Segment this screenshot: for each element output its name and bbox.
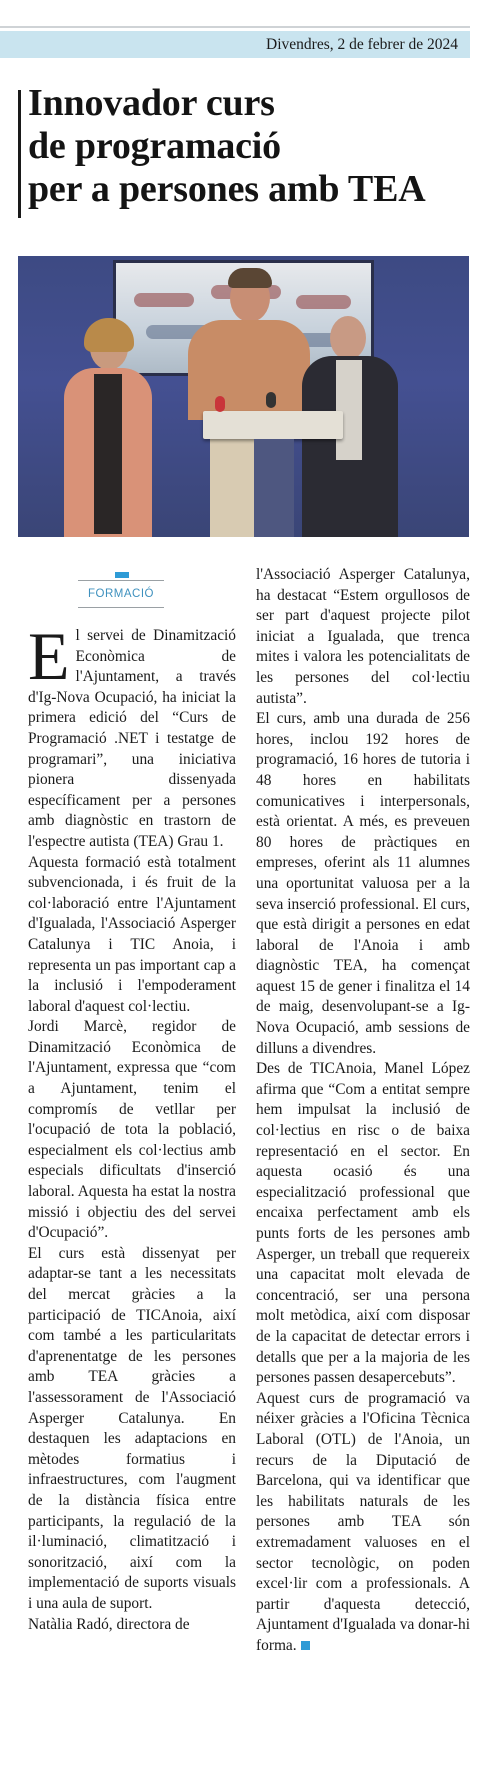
microphone [266, 392, 276, 408]
section-tag [78, 580, 164, 608]
paragraph: El curs està dissenyat per adaptar-se tant a les necessitats del mercat gràcies a la participació de TICAnoia, així com també a les particularitats d'aprenentatge de les persones amb TEA gràcies a l'assessorament de l'Associació Asperger Catalunya. En destaquen les adaptacions en mètodes formatius i infraestructures, com l'augment de la distància física entre participants, la regulació de la il·luminació, climatització i sonorització, així com la implementació de suports visuals i una aula de suport. [28, 1244, 236, 1612]
podium [203, 411, 343, 439]
microphone [215, 396, 225, 412]
article-column-left [28, 618, 236, 1635]
headline-line-2: de programació [28, 125, 281, 167]
paragraph: El servei de Dinamització Econòmica de l'Ajuntament, a través d'Ig-Nova Ocupació, ha iniciat la primera edició del “Curs de Programació .NET i testatge de programari”, una iniciativa pionera dissenyada específicament per a persones amb diagnòstic en trastorn de l'espectre autista (TEA) Grau 1. [28, 618, 236, 850]
headline-rule [18, 90, 21, 218]
section-label: FORMACIÓ [88, 588, 154, 600]
paragraph: Jordi Marcè, regidor de Dinamització Econòmica de l'Ajuntament, expressa que “com a Ajuntament, tenim el compromís de vetllar per l'ocupació de tota la població, especialment els col·lectius amb especials dificultats d'inserció laboral. Aquesta ha estat la nostra missió i objectiu des del servei d'Ocupació”. [28, 1018, 236, 1242]
paragraph: Aquesta formació està totalment subvencionada, i és fruit de la col·laboració entre l'Ajuntament d'Igualada, l'Associació Asperger Catalunya i TIC Anoia, i representa un pas important cap a la inclusió i l'empoderament laboral d'aquest col·lectiu. [28, 853, 236, 1015]
headline [28, 82, 468, 211]
paragraph: Natàlia Radó, directora de [28, 1615, 190, 1633]
article-photo [18, 256, 469, 537]
top-rule [0, 26, 470, 28]
paragraph: Aquest curs de programació va néixer gràcies a l'Oficina Tècnica Laboral (OTL) de l'Anoia, un recurs de la Diputació de Barcelona, qui va identificar que les habilitats naturals de les persones amb TEA són extremadament valuoses en el sector tecnològic, on poden excel·lir com a professionals. A partir d'aquesta detecció, Ajuntament d'Igualada va donar-hi forma. [256, 1389, 471, 1654]
end-of-article-mark [301, 1641, 310, 1650]
paragraph: l'Associació Asperger Catalunya, ha destacat “Estem orgullosos de ser part d'aquest projecte pilot iniciat a Igualada, que trenca mites i valora les potencialitats de les persones del col·lectiu autista”. [256, 566, 470, 707]
publication-date: Divendres, 2 de febrer de 2024 [266, 36, 458, 53]
section-accent-mark [115, 572, 129, 578]
article-column-right [256, 565, 470, 1656]
podium-stand [254, 439, 294, 537]
drop-cap: E [28, 618, 70, 694]
date-band [0, 31, 470, 58]
headline-line-3: per a persones amb TEA [28, 168, 426, 210]
paragraph: Des de TICAnoia, Manel López afirma que “Com a entitat sempre hem impulsat la inclusió de col·lectius en risc o de baixa representació en el sector. En aquesta ocasió és una especialització professional que encaixa perfectament amb els punts forts de les persones amb Asperger, un treball que requereix una capacitat molt elevada de concentració, ser una persona molt metòdica, així com disposar de la capacitat de detectar errors i detalls que per a la majoria de les persones passen desapercebuts”. [256, 1060, 470, 1387]
paragraph: El curs, amb una durada de 256 hores, inclou 192 hores de programació, 16 hores de tutoria i 48 hores en habilitats comunicatives i interpersonals, està orientat. A més, es preveuen 80 hores de pràctiques en empreses, oferint als 11 alumnes una oportunitat valuosa per a la seva inserció professional. El curs, que està dirigit a persones en edat laboral de l'Anoia i amb diagnòstic TEA, ha començat aquest 15 de gener i finalitza el 14 de maig, desenvolupant-se a Ig-Nova Ocupació, amb sessions de dilluns a divendres. [256, 710, 470, 1057]
headline-line-1: Innovador curs [28, 82, 275, 124]
